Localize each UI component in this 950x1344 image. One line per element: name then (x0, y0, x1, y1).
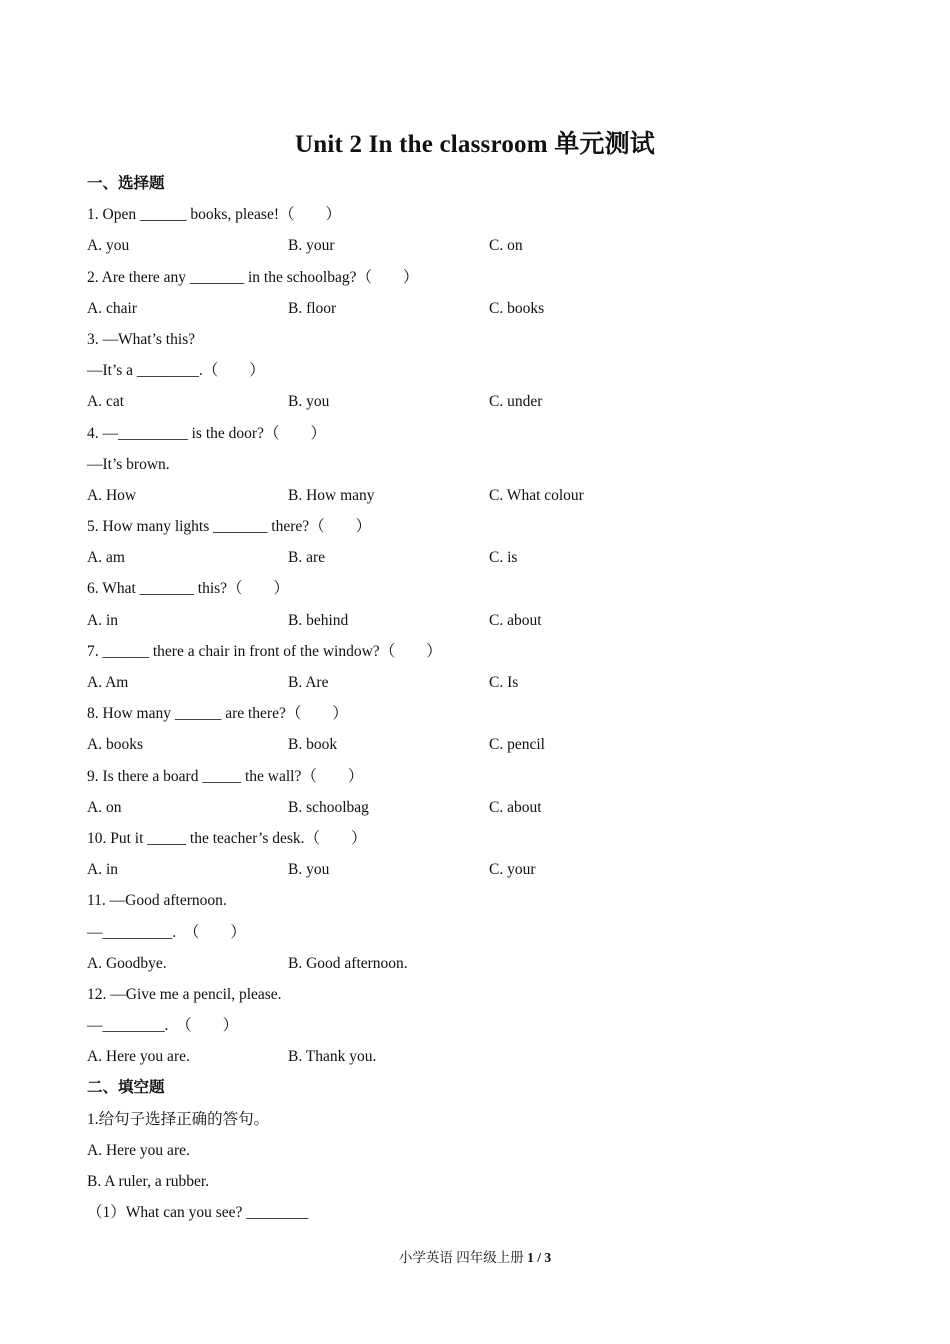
options-row (87, 293, 867, 324)
question-line: 8. How many ______ are there?（ ） (87, 705, 348, 723)
document-body (87, 168, 867, 1228)
options-row (87, 605, 867, 636)
options-row (87, 230, 867, 261)
question-line: 4. —_________ is the door?（ ） (87, 424, 326, 442)
page-footer (0, 1246, 950, 1266)
option-choice: A. on (87, 798, 122, 816)
option-choice: C. books (489, 299, 545, 317)
option-choice: A. am (87, 549, 125, 567)
question-line: 5. How many lights _______ there?（ ） (87, 518, 372, 536)
question-line: 11. —Good afternoon. (87, 892, 227, 910)
option-choice: B. book (288, 736, 338, 754)
option-choice: C. pencil (489, 736, 545, 754)
option-choice: A. books (87, 736, 143, 754)
options-row (87, 792, 867, 823)
text-line: （1）What can you see? ________ (87, 1204, 309, 1222)
option-choice: B. your (288, 237, 335, 255)
options-row (87, 386, 867, 417)
question-line: 6. What _______ this?（ ） (87, 580, 290, 598)
option-choice: A. in (87, 611, 118, 629)
option-choice: A. you (87, 237, 130, 255)
options-row (87, 948, 867, 979)
option-choice: A. Goodbye. (87, 954, 167, 972)
option-choice: B. Thank you. (288, 1048, 377, 1066)
question-line: 12. —Give me a pencil, please. (87, 985, 282, 1003)
question-line: 9. Is there a board _____ the wall?（ ） (87, 767, 364, 785)
option-choice: C. under (489, 393, 543, 411)
options-row (87, 1041, 867, 1072)
footer-separator: / (533, 1250, 545, 1265)
option-choice: A. Here you are. (87, 1048, 190, 1066)
option-choice: B. How many (288, 486, 375, 504)
option-choice: B. Are (288, 674, 329, 691)
question-line: 2. Are there any _______ in the schoolbag?（ ） (87, 268, 419, 286)
option-choice: B. you (288, 861, 330, 879)
question-line: 10. Put it _____ the teacher’s desk.（ ） (87, 829, 367, 847)
option-choice: B. floor (288, 299, 337, 317)
option-choice: B. Good afternoon. (288, 954, 408, 972)
question-line: —________. （ ） (87, 1017, 239, 1035)
question-line: 1. Open ______ books, please!（ ） (87, 206, 341, 224)
page-title: Unit 2 In the classroom 单元测试 (294, 131, 655, 158)
options-row (87, 542, 867, 573)
option-choice: A. cat (87, 393, 125, 411)
options-row (87, 480, 867, 511)
text-line: 1.给句子选择正确的答句。 (87, 1110, 270, 1128)
section-heading: 一、选择题 (87, 175, 165, 192)
text-line: A. Here you are. (87, 1141, 190, 1159)
option-choice: C. about (489, 798, 542, 816)
text-line: B. A ruler, a rubber. (87, 1173, 210, 1190)
footer-page-number: 1 (527, 1250, 534, 1265)
option-choice: B. behind (288, 611, 349, 629)
option-choice: B. you (288, 393, 330, 411)
option-choice: C. your (489, 861, 536, 879)
options-row (87, 667, 867, 698)
question-line: 7. ______ there a chair in front of the window?（ ） (87, 642, 442, 660)
question-line: —_________. （ ） (87, 923, 246, 941)
option-choice: A. How (87, 486, 137, 504)
options-row (87, 729, 867, 760)
question-line: 3. —What’s this? (87, 330, 196, 348)
footer-page-total: 3 (544, 1250, 552, 1265)
question-line: —It’s a ________.（ ） (87, 362, 265, 380)
section-heading: 二、填空题 (87, 1079, 165, 1097)
option-choice: C. about (489, 611, 542, 629)
option-choice: C. is (489, 549, 518, 567)
footer-subject: 小学英语 四年级上册 (398, 1250, 528, 1265)
option-choice: A. in (87, 861, 118, 879)
option-choice: A. chair (87, 299, 137, 317)
options-row (87, 854, 867, 885)
option-choice: C. Is (489, 674, 519, 691)
option-choice: C. What colour (489, 486, 584, 504)
option-choice: A. Am (87, 674, 129, 691)
option-choice: C. on (489, 237, 523, 255)
question-line: —It’s brown. (87, 455, 170, 473)
option-choice: B. schoolbag (288, 798, 369, 816)
option-choice: B. are (288, 549, 326, 567)
